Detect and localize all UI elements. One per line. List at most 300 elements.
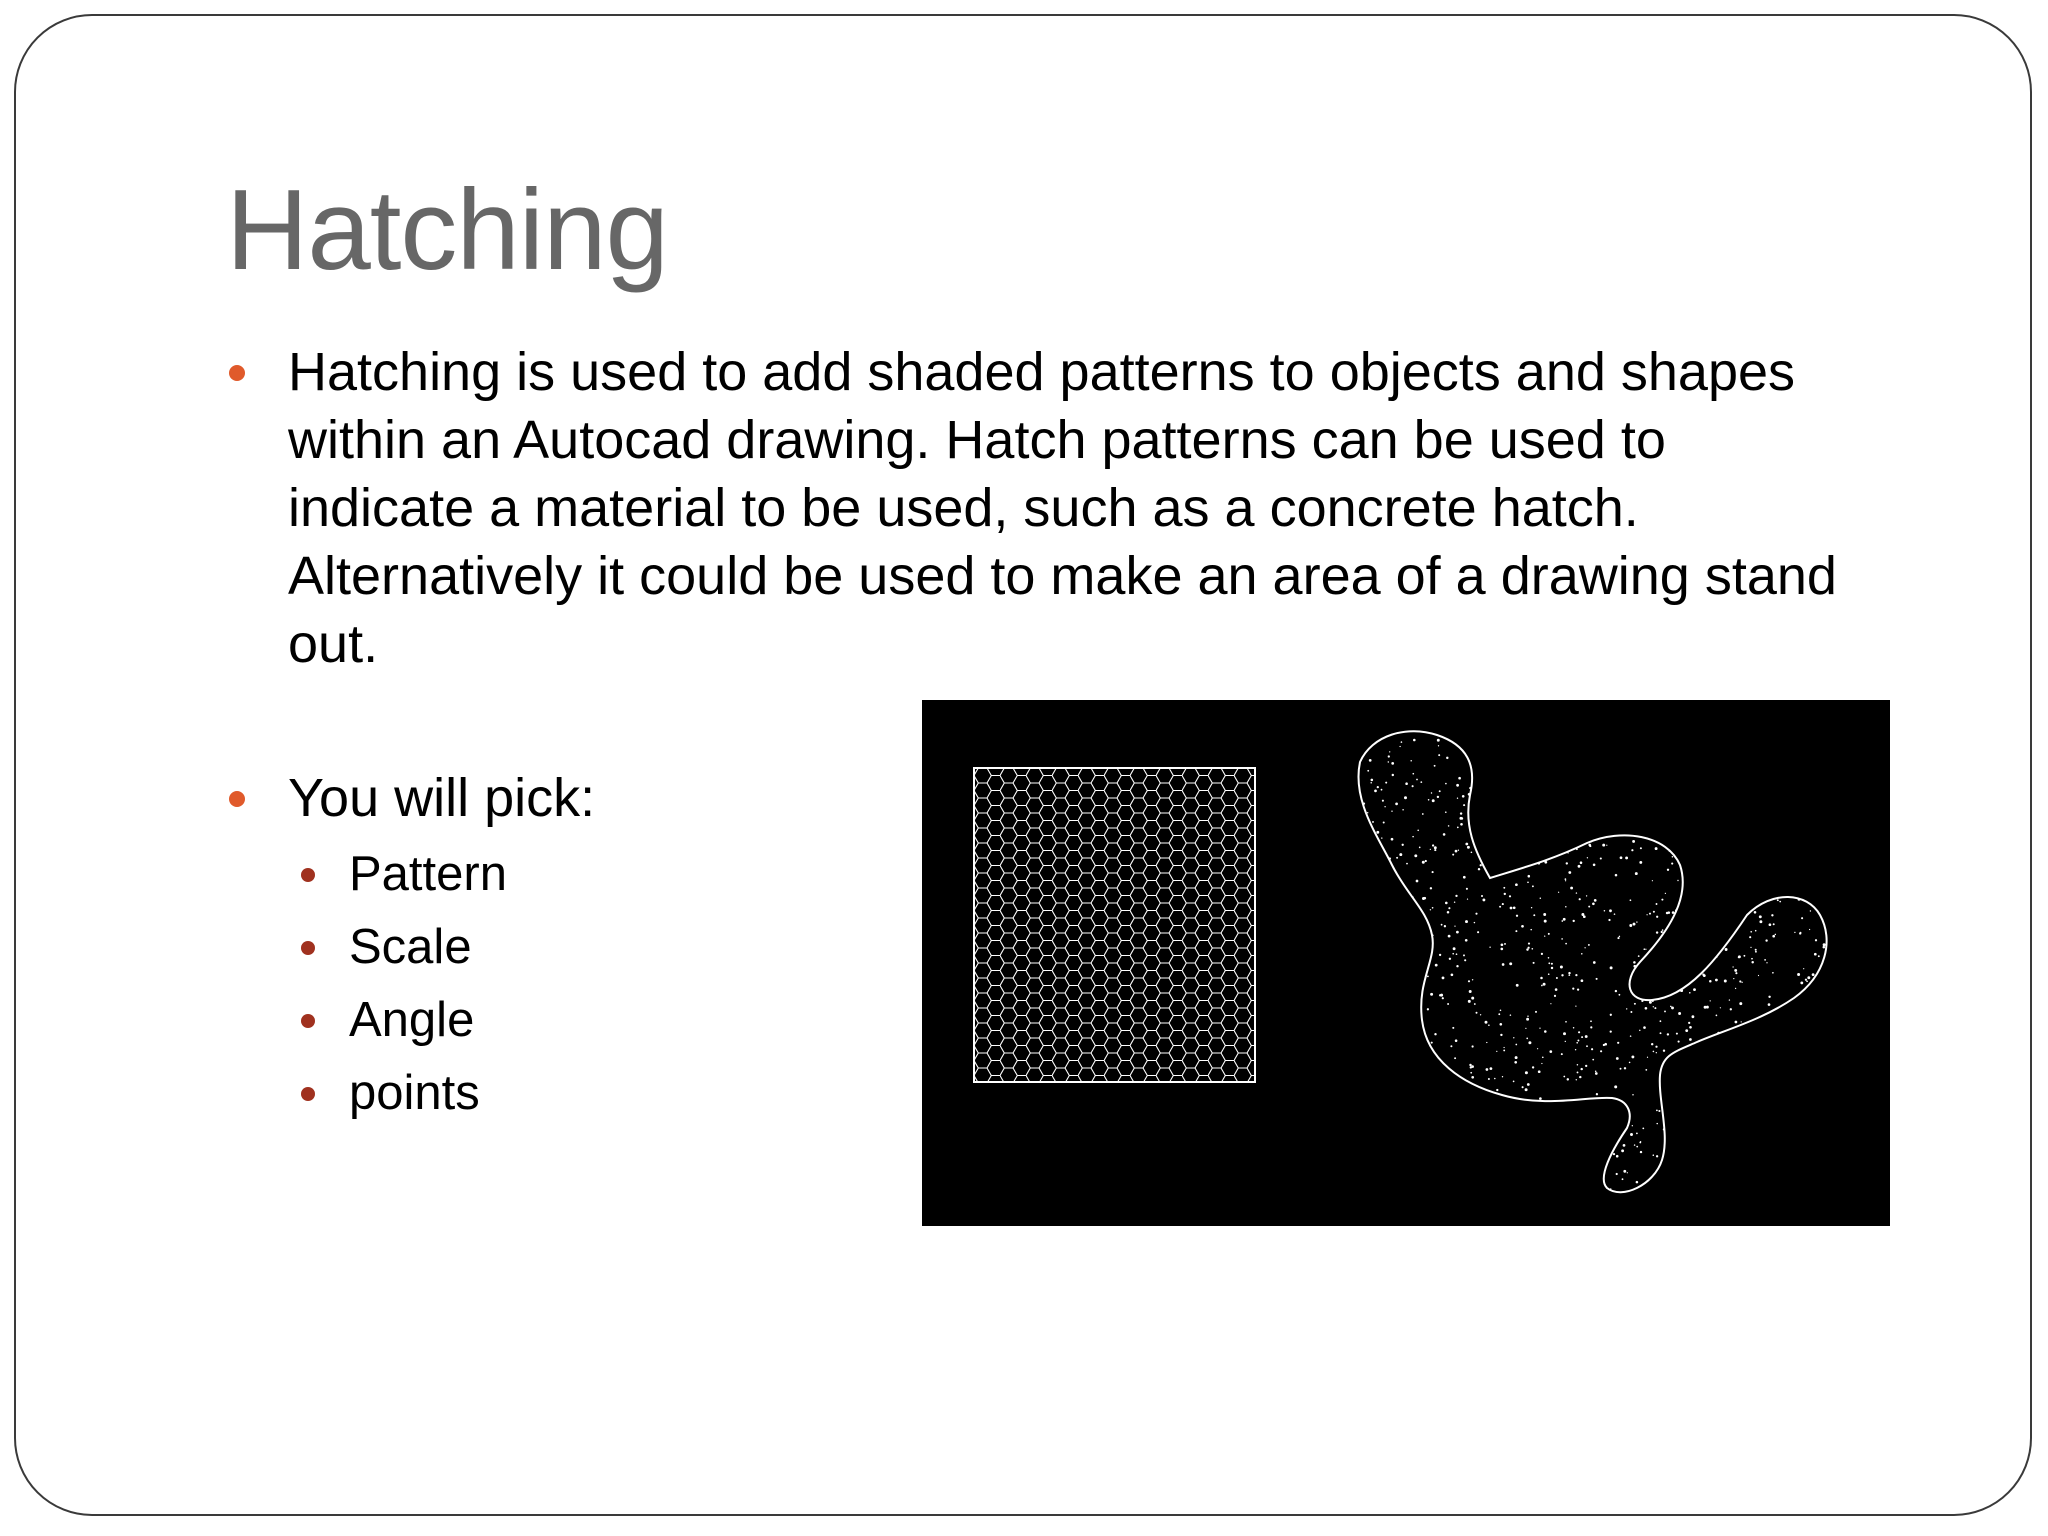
hatch-dot	[1666, 816, 1668, 818]
hatch-dot	[1682, 975, 1684, 977]
hatch-dot	[1772, 935, 1775, 938]
hatch-dot	[1350, 763, 1352, 765]
hatch-dot	[1390, 973, 1392, 975]
hatch-dot	[1384, 1163, 1386, 1165]
hatch-dot	[1505, 785, 1508, 788]
hatch-dot	[1463, 804, 1465, 806]
hatch-dot	[1527, 1015, 1528, 1016]
hatch-dot	[1726, 735, 1728, 737]
hatch-dot	[1426, 952, 1429, 955]
hatch-dot	[1694, 968, 1696, 970]
hatch-dot	[1349, 860, 1351, 862]
hatch-dot	[1774, 738, 1776, 740]
hatch-dot	[1403, 1003, 1405, 1005]
hatch-dot	[1465, 920, 1468, 923]
hatch-dot	[1480, 1188, 1482, 1190]
hatch-dot	[1548, 973, 1550, 975]
hatch-dot	[1518, 1129, 1520, 1131]
hatch-dot	[1707, 1082, 1710, 1085]
hatch-dot	[1477, 931, 1479, 933]
hatch-dot	[1751, 958, 1753, 960]
hatch-dot	[1413, 1043, 1414, 1044]
hatch-dot	[1726, 925, 1727, 926]
hatch-dot	[1531, 907, 1532, 908]
hatch-dot	[1725, 732, 1727, 734]
hatch-dot	[1347, 1037, 1348, 1038]
hatch-dot	[1800, 981, 1803, 984]
hatch-dot	[1600, 1050, 1602, 1052]
hatch-dot	[1759, 1075, 1760, 1076]
hatch-dot	[1520, 790, 1523, 793]
hatch-dot	[1708, 901, 1711, 904]
hatch-dot	[1687, 806, 1689, 808]
hatch-dot	[1370, 1128, 1373, 1131]
hatch-dot	[1513, 906, 1516, 909]
hatch-dot	[1702, 1192, 1703, 1193]
hatch-dot	[1604, 910, 1606, 912]
hatch-dot	[1759, 1158, 1761, 1160]
hatch-dot	[1748, 806, 1749, 807]
hatch-dot	[1526, 1018, 1529, 1021]
hatch-dot	[1818, 817, 1821, 820]
hatch-dot	[1831, 1102, 1834, 1105]
hatch-dot	[1558, 892, 1559, 893]
hatch-dot	[1649, 1001, 1652, 1004]
hatch-dot	[1402, 844, 1404, 846]
hatch-dot	[1499, 1180, 1500, 1181]
hatch-dot	[1693, 800, 1695, 802]
hatch-dot	[1628, 735, 1630, 737]
hatch-dot	[1442, 997, 1444, 999]
hatch-dot	[1576, 1042, 1578, 1044]
hatch-dot	[1664, 828, 1666, 830]
hatch-dot	[1797, 1043, 1799, 1045]
hatch-dot	[1397, 724, 1400, 727]
hatch-dot	[1525, 1028, 1526, 1029]
hatch-dot	[1802, 1005, 1804, 1007]
hatch-dot	[1738, 874, 1740, 876]
hatch-dot	[1544, 1030, 1547, 1033]
hatch-dot	[1809, 741, 1811, 743]
hatch-dot	[1643, 1026, 1646, 1029]
hatch-dot	[1388, 996, 1390, 998]
hatch-dot	[1411, 1155, 1412, 1156]
hatch-dot	[1835, 1087, 1837, 1089]
hatch-dot	[1680, 842, 1681, 843]
hatch-dot	[1492, 1149, 1494, 1151]
autocad-hatch-example-image	[922, 700, 1890, 1226]
hatch-dot	[1350, 1038, 1352, 1040]
hatch-dot	[1561, 938, 1563, 940]
hatch-dot	[1539, 1097, 1542, 1100]
hatch-dot	[1835, 976, 1836, 977]
hatch-dot	[1696, 1065, 1698, 1067]
hatch-dot	[1367, 856, 1369, 858]
hatch-dot	[1786, 848, 1788, 850]
hatch-dot	[1489, 1147, 1490, 1148]
hatch-dot	[1738, 879, 1741, 882]
hatch-dot	[1692, 1118, 1695, 1121]
hatch-dot	[1537, 770, 1538, 771]
hatch-dot	[1404, 981, 1406, 983]
hatch-dot	[1399, 746, 1400, 747]
hatch-dot	[1822, 1120, 1825, 1123]
hatch-dot	[1639, 861, 1642, 864]
hatch-dot	[1399, 886, 1400, 887]
hatch-dot	[1780, 853, 1781, 854]
hatch-dot	[1797, 1016, 1799, 1018]
hatch-dot	[1499, 769, 1502, 772]
hatch-dot	[1370, 983, 1372, 985]
hatch-dot	[1612, 827, 1615, 830]
hatch-dot	[1442, 976, 1445, 979]
hatch-dot	[1737, 1167, 1738, 1168]
hatch-dot	[1412, 773, 1414, 775]
hatch-dot	[1667, 869, 1669, 871]
hatch-dot	[1706, 726, 1708, 728]
hatch-dot	[1725, 948, 1728, 951]
hatch-dot	[1576, 1079, 1577, 1080]
hatch-dot	[1786, 786, 1788, 788]
hatch-dot	[1751, 961, 1753, 963]
hatch-dot	[1347, 1043, 1349, 1045]
hatch-dot	[1803, 882, 1804, 883]
hatch-dot	[1371, 969, 1373, 971]
hatch-dot	[1417, 930, 1419, 932]
hatch-dot	[1579, 831, 1581, 833]
hatch-dot	[1791, 880, 1793, 882]
hatch-dot	[1809, 929, 1810, 930]
hatch-dot	[1525, 837, 1528, 840]
hatch-dot	[1740, 918, 1742, 920]
hatch-dot	[1577, 767, 1580, 770]
hatch-dot	[1399, 898, 1402, 901]
hatch-dot	[1349, 845, 1351, 847]
hatch-dot	[1743, 1057, 1745, 1059]
hatch-dot	[1623, 1170, 1626, 1173]
hatch-dot	[1405, 1172, 1407, 1174]
hatch-dot	[1613, 1153, 1615, 1155]
hatch-dot	[1350, 877, 1352, 879]
hatch-dot	[1634, 768, 1636, 770]
hatch-dot	[1632, 1094, 1634, 1096]
hatch-dot	[1353, 789, 1355, 791]
hatch-dot	[1612, 732, 1615, 735]
hatch-dot	[1539, 728, 1542, 731]
hatch-dot	[1767, 801, 1769, 803]
hatch-dot	[1450, 1045, 1452, 1047]
hatch-dot	[1591, 1048, 1593, 1050]
hatch-dot	[1503, 1047, 1504, 1048]
hatch-dot	[1521, 1147, 1522, 1148]
hatch-dot	[1718, 823, 1721, 826]
hatch-dot	[1656, 1123, 1657, 1124]
hatch-dot	[1419, 847, 1421, 849]
hatch-dot	[1683, 833, 1685, 835]
hatch-dot	[1567, 1176, 1569, 1178]
hatch-dot	[1645, 1007, 1648, 1010]
hatch-dot	[1671, 863, 1673, 865]
hatch-dot	[1550, 1146, 1552, 1148]
hatch-dot	[1673, 959, 1676, 962]
hatch-dot	[1431, 1170, 1434, 1173]
hatch-dot	[1532, 775, 1535, 778]
hatch-dot	[1577, 759, 1580, 762]
hatch-dot	[1610, 1142, 1612, 1144]
hatch-dot	[1417, 993, 1419, 995]
hatch-dot	[1556, 1138, 1559, 1141]
hatch-dot	[1820, 1073, 1823, 1076]
hatch-dot	[1717, 742, 1720, 745]
hatch-dot	[1604, 833, 1606, 835]
hatch-dot	[1773, 1173, 1774, 1174]
hatch-dot	[1713, 754, 1715, 756]
hatch-dot	[1689, 992, 1691, 994]
hatch-dot	[1528, 943, 1530, 945]
hatch-dot	[1362, 1071, 1365, 1074]
hatch-dot	[1733, 1048, 1734, 1049]
hatch-dot	[1584, 725, 1587, 728]
hatch-dot	[1597, 831, 1599, 833]
hatch-dot	[1650, 819, 1653, 822]
hatch-dot	[1431, 1087, 1433, 1089]
hatch-dot	[1484, 1144, 1486, 1146]
hatch-dot	[1705, 856, 1707, 858]
hatch-dot	[1687, 743, 1689, 745]
hatch-dot	[1404, 1134, 1406, 1136]
hatch-dot	[1448, 825, 1450, 827]
hatch-dot	[1666, 763, 1669, 766]
hatch-dot	[1492, 1131, 1494, 1133]
hatch-dot	[1409, 898, 1411, 900]
hatch-dot	[1573, 1027, 1575, 1029]
hatch-dot	[1743, 1118, 1745, 1120]
hatch-dot	[1808, 1151, 1810, 1153]
hatch-dot	[1735, 917, 1737, 919]
hatch-dot	[1514, 1124, 1516, 1126]
hatch-dot	[1651, 965, 1653, 967]
sub-bullet-text: Scale	[349, 920, 472, 974]
hatch-dot	[1372, 870, 1375, 873]
hatch-dot	[1406, 863, 1408, 865]
sub-bullet-item-angle	[300, 984, 507, 1057]
hatch-dot	[1467, 739, 1470, 742]
hatch-dot	[1355, 963, 1357, 965]
hatch-dot	[1415, 1023, 1417, 1025]
hatch-dot	[1700, 1048, 1701, 1049]
hatch-dot	[1630, 899, 1632, 901]
hatch-dot	[1388, 987, 1390, 989]
hatch-dot	[1543, 983, 1546, 986]
hatch-dot	[1548, 962, 1550, 964]
hatch-dot	[1480, 759, 1481, 760]
hatch-dot	[1563, 1076, 1565, 1078]
hatch-dot	[1565, 943, 1567, 945]
hatch-dot	[1810, 1009, 1813, 1012]
hatch-dot	[1649, 756, 1650, 757]
hatch-dot	[1830, 776, 1831, 777]
hatch-dot	[1561, 974, 1563, 976]
hatch-dot	[1417, 830, 1419, 832]
hatch-dot	[1821, 1180, 1823, 1182]
hatch-dot	[1687, 937, 1690, 940]
hatch-dot	[1354, 1093, 1355, 1094]
hatch-dot	[1604, 1197, 1607, 1200]
hatch-dot	[1696, 1133, 1698, 1135]
hatch-dot	[1475, 824, 1477, 826]
hatch-dot	[1472, 1183, 1474, 1185]
hatch-dot	[1404, 796, 1407, 799]
hatch-dot	[1406, 1145, 1408, 1147]
hatch-dot	[1451, 973, 1454, 976]
hatch-dot	[1681, 901, 1683, 903]
hatch-dot	[1486, 1175, 1488, 1177]
hatch-dot	[1480, 1014, 1481, 1015]
hatch-dot	[1395, 803, 1398, 806]
hatch-dot	[1673, 774, 1675, 776]
hatch-dot	[1704, 1140, 1707, 1143]
hatch-dot	[1733, 978, 1734, 979]
hatch-dot	[1653, 1006, 1654, 1007]
hatch-dot	[1513, 1099, 1516, 1102]
hatch-dot	[1515, 1044, 1517, 1046]
hatch-dot	[1573, 920, 1575, 922]
hatch-dot	[1784, 1033, 1786, 1035]
hatch-dot	[1471, 997, 1474, 1000]
hatch-dot	[1810, 1127, 1812, 1129]
hatch-dot	[1515, 883, 1518, 886]
hatch-dot	[1562, 844, 1564, 846]
hatch-dot	[1436, 726, 1437, 727]
hatch-dot	[1411, 1015, 1412, 1016]
hatch-dot	[1711, 1142, 1714, 1145]
hatch-dot	[1819, 1002, 1821, 1004]
hatch-dot	[1507, 789, 1510, 792]
hatch-dot	[1544, 920, 1547, 923]
hatch-dot	[1797, 1006, 1800, 1009]
hatch-dot	[1724, 980, 1727, 983]
hatch-dot	[1625, 731, 1627, 733]
hatch-dot	[1537, 847, 1539, 849]
hatch-dot	[1653, 1051, 1655, 1053]
hatch-dot	[1660, 1195, 1662, 1197]
hatch-dot	[1661, 746, 1664, 749]
hatch-dot	[1624, 1067, 1626, 1069]
hatch-dot	[1523, 1146, 1525, 1148]
hatch-dot	[1571, 757, 1573, 759]
hatch-dot	[1432, 871, 1434, 873]
hatch-dot	[1731, 875, 1734, 878]
hatch-dot	[1781, 1198, 1783, 1200]
hatch-dot	[1689, 1038, 1692, 1041]
hatch-dot	[1835, 1169, 1838, 1172]
hatch-dot	[1565, 878, 1567, 880]
hatch-dot	[1623, 738, 1626, 741]
hatch-dot	[1388, 755, 1390, 757]
hatch-dot	[1481, 1126, 1482, 1127]
hatch-dot	[1747, 870, 1749, 872]
hatch-dot	[1747, 821, 1749, 823]
hatch-dot	[1736, 1062, 1738, 1064]
hatch-dot	[1529, 815, 1530, 816]
hatch-dot	[1404, 982, 1407, 985]
hatch-dot	[1738, 876, 1740, 878]
hatch-dot	[1581, 1036, 1583, 1038]
hatch-dot	[1744, 1193, 1746, 1195]
hatch-dot	[1536, 1152, 1538, 1154]
hatch-dot	[1720, 808, 1721, 809]
hatch-dot	[1401, 1187, 1402, 1188]
hatch-dot	[1456, 953, 1458, 955]
hatch-dot	[1815, 1170, 1817, 1172]
hatch-dot	[1705, 1178, 1708, 1181]
hatch-dot	[1744, 1094, 1745, 1095]
hatch-dot	[1365, 1094, 1366, 1095]
hatch-dot	[1577, 1064, 1579, 1066]
hatch-dot	[1621, 1149, 1624, 1152]
hatch-dot	[1643, 727, 1645, 729]
hatch-dot	[1581, 953, 1583, 955]
hatch-dot	[1810, 910, 1811, 911]
hatch-dot	[1498, 728, 1500, 730]
hatch-dot	[1823, 815, 1825, 817]
hatch-dot	[1831, 1127, 1834, 1130]
hatch-dot	[1402, 1134, 1405, 1137]
hatch-dot	[1488, 1024, 1490, 1026]
hatch-dot	[1612, 800, 1614, 802]
hatch-dot	[1592, 902, 1595, 905]
hatch-dot	[1700, 768, 1702, 770]
hatch-dot	[1464, 742, 1465, 743]
hatch-dot	[1438, 745, 1439, 746]
hatch-dot	[1459, 817, 1462, 820]
hatch-dot	[1814, 1033, 1816, 1035]
hatch-dot	[1381, 789, 1383, 791]
hatch-dot	[1762, 775, 1764, 777]
hatch-dot	[1694, 1169, 1697, 1172]
hatch-dot	[1482, 1123, 1483, 1124]
hatch-dot	[1687, 1085, 1689, 1087]
hatch-dot	[1369, 894, 1371, 896]
hatch-dot	[1569, 1119, 1570, 1120]
hatch-dot	[1578, 1031, 1580, 1033]
hatch-dot	[1513, 1081, 1515, 1083]
hatch-dot	[1449, 958, 1451, 960]
hatch-dot	[1364, 1052, 1367, 1055]
hatch-dot	[1811, 1078, 1813, 1080]
hatch-dot	[1531, 948, 1533, 950]
hatch-dot	[1380, 870, 1383, 873]
hatch-dot	[1737, 905, 1740, 908]
hatch-dot	[1814, 953, 1817, 956]
hatch-dot	[1434, 765, 1436, 767]
hatch-dot	[1734, 864, 1737, 867]
hatch-dot	[1385, 782, 1387, 784]
hatch-dot	[1447, 911, 1450, 914]
hatch-dot	[1467, 846, 1470, 849]
hatch-dot	[1710, 1177, 1712, 1179]
hatch-dot	[1422, 897, 1425, 900]
hatch-dot	[1506, 837, 1509, 840]
hatch-dot	[1511, 848, 1513, 850]
hatch-dot	[1583, 1194, 1585, 1196]
hatch-dot	[1542, 1056, 1544, 1058]
hatch-dot	[1532, 1170, 1534, 1172]
hatch-dot	[1422, 861, 1425, 864]
hatch-dot	[1586, 895, 1587, 896]
bullet-text: Hatching is used to add shaded patterns to objects and shapes within an Autocad drawing. Hatch patterns can be used to indicate a material to be used, such as a concrete hatch. Alternatively it could be used to make an area of a drawing stand out.	[288, 342, 1837, 674]
hatch-dot	[1465, 843, 1468, 846]
